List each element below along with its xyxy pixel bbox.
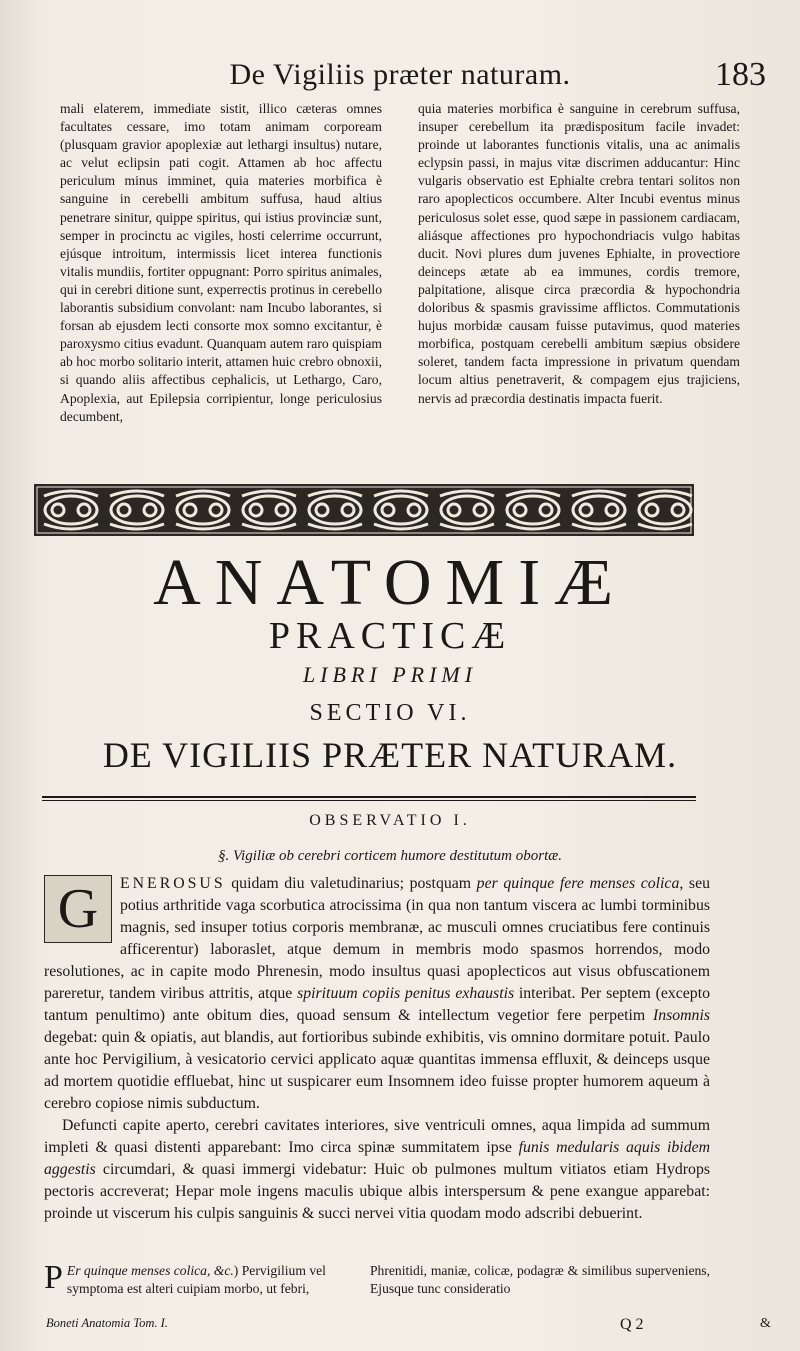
footnote-drop-letter: P bbox=[44, 1259, 63, 1296]
right-column-text: quia materies morbifica è sanguine in cerebrum suffusa, insuper cerebellum ita prædispositum facile invadet: proinde ut laborantes functionis vitalis, una ac animalis eclypsin passi, in majus vitæ discrimen adducantur: Hinc vulgaris observatio est Ephialte crebra tentari solitos non raro apoplecticos occumbere. Alter Incubi eventus minus periculosus solet esse, quod sæpe in passionem cardiacam, aliásque affectiones pro hypochondriacis vulgo habitas ducit. Novi plures dum juvenes Ephialte, in provectiore deinceps ætate ab ea immunes, cordis tremore, palpitatione, alisque circa præcordia & hypochondria doloribus & spasmis gravissime afflictos. Commutationis hujus morbidæ causam fuisse putavimus, quod materies morbifica, postquam cerebelli ambitum sæpius obsidere soleret, tandem facta impressione in privatum quendam locum altius penetraverit, & compagem ejus trajiciens, nervis ad præcordia destinatis impacta fuerit. bbox=[418, 101, 740, 406]
italic-run: spirituum copiis penitus exhaustis bbox=[297, 985, 515, 1002]
page-number: 183 bbox=[715, 56, 766, 93]
left-column-text: mali elaterem, immediate sistit, illico cæteras omnes facultates cessare, imo totam animam corpoream (plusquam gravior apoplexiæ aut lethargi insultus) nutare, ac velut eclipsin pati cogit. Attamen ab hoc affectu periculum minus imminet, quia materies morbifica è sanguine in cerebelli ambitum suffusa, haud altius penetrare sinitur, quippe spiritus, qui istius provinciæ sunt, semper in procinctu ac vigiles, hosti celerrime occurrunt, ejúsque introitum, intermissis licet interea functionis vitalis mundiis, fortiter oppugnant: Porro spiritus animales, qui in cerebri ditione sunt, experrectis protinus in cerebello laborantis subsidium convolant: nam Incubo laborantes, si forsan ab ejusdem lecti consorte mox somno excitantur, è paroxysmo citius evadunt. Quanquam autem raro quispiam ab hoc morbo solitario interit, attamen huic crebro obnoxii, si quando aliis affectibus cephalicis, ut Lethargo, Caro, Apoplexia, aut Epilepsia corripientur, longe periculosius decumbent, bbox=[60, 101, 382, 424]
footnote-left-text: ) Pervigilium vel symptoma est alteri cuipiam morbo, ut febri, bbox=[66, 1263, 326, 1296]
title-practicae: PRACTICÆ bbox=[268, 615, 512, 657]
observation-body bbox=[44, 873, 710, 1225]
divider-rule bbox=[42, 796, 696, 798]
observatio-subtitle: §. Vigiliæ ob cerebri corticem humore destitutum obortæ. bbox=[218, 848, 562, 864]
text-run: , seu potius arthritide vaga scorbutica atrocissima (in qua non tantum viscera ac lumbi torminibus magnis, sed insuper totius corporis membranæ, ac musculi omnes cruciatibus fere continuis afficerentur) laboraslet, atque demum in membris modo spasmos horrendos, modo resolutiones, ac in capite modo Phrenesin, modo insultus quasi apoplecticos aut visus obfuscationem pareretur, tandem viribus attritis, atque bbox=[44, 875, 710, 1002]
paragraph-1 bbox=[44, 873, 710, 1115]
italic-run: Insomnis bbox=[652, 1007, 710, 1024]
footnote-left bbox=[44, 1259, 362, 1298]
italic-run: funis medularis aquis ibidem aggestis bbox=[44, 1139, 711, 1178]
divider-rule-thin bbox=[42, 800, 696, 801]
text-run: interibat. Per septem (excepto tantum penultimo) ante obitum dies, quoad sensum & intellectum vegetior fere perpetim bbox=[44, 985, 710, 1024]
footnote-right-text: Phrenitidi, maniæ, colicæ, podagræ & similibus superveniens, Ejusque tunc consideratio bbox=[370, 1263, 710, 1296]
observatio-heading: OBSERVATIO I. bbox=[309, 812, 471, 829]
catchword: & bbox=[760, 1316, 771, 1331]
two-column-text bbox=[60, 100, 740, 426]
title-sectio: SECTIO VI. bbox=[309, 700, 471, 726]
footnote-right bbox=[370, 1262, 710, 1298]
left-column bbox=[60, 100, 382, 426]
text-run: quidam diu valetudinarius; postquam bbox=[225, 875, 477, 892]
drop-cap: G bbox=[44, 875, 112, 943]
paragraph-2 bbox=[44, 1115, 710, 1225]
gathering-signature: Q 2 bbox=[620, 1316, 644, 1333]
text-run: circumdari, & quasi immergi videbatur: Huic ob pulmones multum vitiatos etiam Hydrops pectoris accreverat; Hepar mole ingens maculis ubique albis interspersum & pene exangue apparebat: proinde ut viscerum his culpis sanguinis & succi nervei vitia quodam modo adscribi debuerint. bbox=[44, 1161, 710, 1222]
text-run: degebat: quin & opiatis, aut blandis, aut fortioribus subinde exhibitis, vis omnino dormitare potuit. Paulo ante hoc Pervigilium, à vesicatorio cervici applicato aquæ quantitas immensa effluxit, & deinceps usque ad mortem quotidie effluebat, hinc ut suspicarer eum Insomnem ideo fuisse propter humorem aqueum à cerebro copiose nimis subductum. bbox=[44, 1029, 710, 1112]
first-word: ENEROSUS bbox=[120, 875, 226, 892]
footnotes bbox=[44, 1259, 710, 1298]
running-head: De Vigiliis præter naturam. bbox=[229, 58, 571, 91]
italic-run: per quinque fere menses colica bbox=[476, 875, 680, 892]
ornamental-band bbox=[34, 484, 694, 536]
title-de-vigiliis: DE VIGILIIS PRÆTER NATURAM. bbox=[102, 735, 678, 775]
title-anatomiae: ANATOMIÆ bbox=[153, 546, 627, 619]
footnote-lemma: Er quinque menses colica, &c. bbox=[66, 1263, 234, 1278]
right-column bbox=[418, 100, 740, 426]
title-libri-primi: LIBRI PRIMI bbox=[302, 662, 478, 687]
text-run: Defuncti capite aperto, cerebri cavitates interiores, sive ventriculi omnes, aqua limpida ad summum impleti & quasi distenti apparebant: Imo circa spinæ summitatem ipse bbox=[44, 1117, 710, 1156]
book-signature-line: Boneti Anatomia Tom. I. bbox=[46, 1316, 168, 1330]
